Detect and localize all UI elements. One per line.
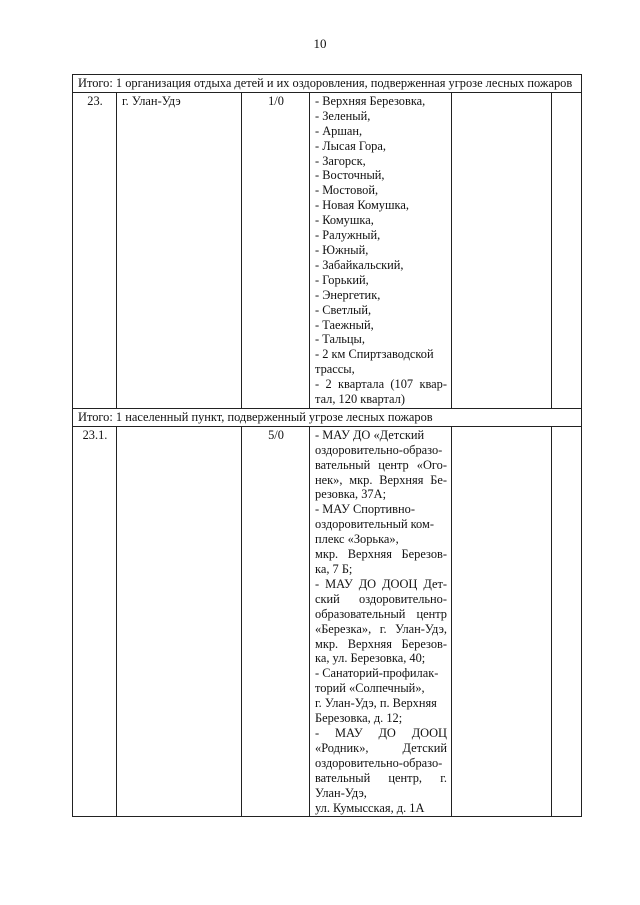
list-line: - Восточный, <box>315 168 385 183</box>
list-line: резовка, 37А; <box>315 487 387 502</box>
list-line: - Зеленый, <box>315 108 371 123</box>
list-line: оздоровительно-образо- <box>315 755 443 770</box>
empty-cell <box>552 92 582 408</box>
list-line: Березовка, д. 12; <box>315 711 403 726</box>
page-number: 10 <box>313 36 327 51</box>
list-line: оздоровительно-образо- <box>315 442 443 457</box>
row-number-cell: 23.1. <box>73 426 117 817</box>
list-line: торий «Солпечный», <box>315 681 425 696</box>
table-row-23-1 <box>73 426 582 817</box>
list-line: - МАУ ДО ДООЦ <box>315 725 447 740</box>
list-line: - 2 км Спиртзаводской <box>315 347 434 362</box>
list-line: - Таежный, <box>315 317 374 332</box>
list-line: - Горький, <box>315 272 369 287</box>
list-line: «Березка», г. Улан-Удэ, <box>315 621 447 636</box>
list-line: - Мостовой, <box>315 183 379 198</box>
count-cell: 5/0 <box>242 426 310 817</box>
total-settlements-text: Итого: 1 населенный пункт, подверженный угрозе лесных пожаров <box>73 408 582 426</box>
empty-cell <box>552 426 582 817</box>
list-line: трассы, <box>315 362 355 377</box>
list-line: - Энергетик, <box>315 287 381 302</box>
list-line: - Лысая Гора, <box>315 138 386 153</box>
total-row-organizations <box>73 75 582 93</box>
locality-name-cell: г. Улан-Удэ <box>117 92 242 408</box>
list-line: образовательный центр <box>315 606 447 621</box>
list-line: тал, 120 квартал) <box>315 392 405 407</box>
list-line: - 2 квартала (107 квар- <box>315 377 447 392</box>
list-line: ский оздоровительно- <box>315 591 447 606</box>
list-line: нек», мкр. Верхняя Бе- <box>315 472 447 487</box>
list-line: - Верхняя Березовка, <box>315 93 426 108</box>
list-line: - Светлый, <box>315 302 372 317</box>
list-line: - Загорск, <box>315 153 366 168</box>
list-line: - Тальцы, <box>315 332 365 347</box>
list-line: Улан-Удэ, <box>315 785 367 800</box>
list-line: ка, 7 Б; <box>315 562 353 576</box>
list-line: - МАУ ДО «Детский <box>315 427 425 442</box>
list-line: - Новая Комушка, <box>315 198 409 213</box>
list-line: - Комушка, <box>315 213 374 228</box>
list-line: - Забайкальский, <box>315 257 404 272</box>
list-line: ул. Кумысская, д. 1А <box>315 800 425 815</box>
list-line: мкр. Верхняя Березов- <box>315 547 447 562</box>
count-cell: 1/0 <box>242 92 310 408</box>
list-line: - Аршан, <box>315 123 363 138</box>
list-line: - Южный, <box>315 242 369 257</box>
list-line: ка, ул. Березовка, 40; <box>315 651 426 666</box>
fire-threat-table <box>72 74 582 817</box>
settlement-list-cell <box>310 92 452 408</box>
empty-cell <box>452 92 552 408</box>
list-line: - МАУ Спортивно- <box>315 502 415 517</box>
empty-cell <box>452 426 552 817</box>
list-line: вательный центр, г. <box>315 770 447 785</box>
list-line: - МАУ ДО ДООЦ Дет- <box>315 576 447 591</box>
list-line: г. Улан-Удэ, п. Верхняя <box>315 696 437 711</box>
table-row-23 <box>73 92 582 408</box>
list-line: - Санаторий-профилак- <box>315 666 439 681</box>
locality-name-cell <box>117 426 242 817</box>
list-line: вательный центр «Ого- <box>315 457 447 472</box>
list-line: плекс «Зорька», <box>315 532 399 547</box>
organization-list-cell <box>310 426 452 817</box>
list-line: - Ралужный, <box>315 228 381 243</box>
list-line: «Родник», Детский <box>315 740 447 755</box>
list-line: мкр. Верхняя Березов- <box>315 636 447 651</box>
total-row-settlements <box>73 408 582 426</box>
row-number-cell: 23. <box>73 92 117 408</box>
total-organizations-text: Итого: 1 организация отдыха детей и их оздоровления, подверженная угрозе лесных пожаров <box>73 75 582 93</box>
list-line: оздоровительный ком- <box>315 517 434 532</box>
